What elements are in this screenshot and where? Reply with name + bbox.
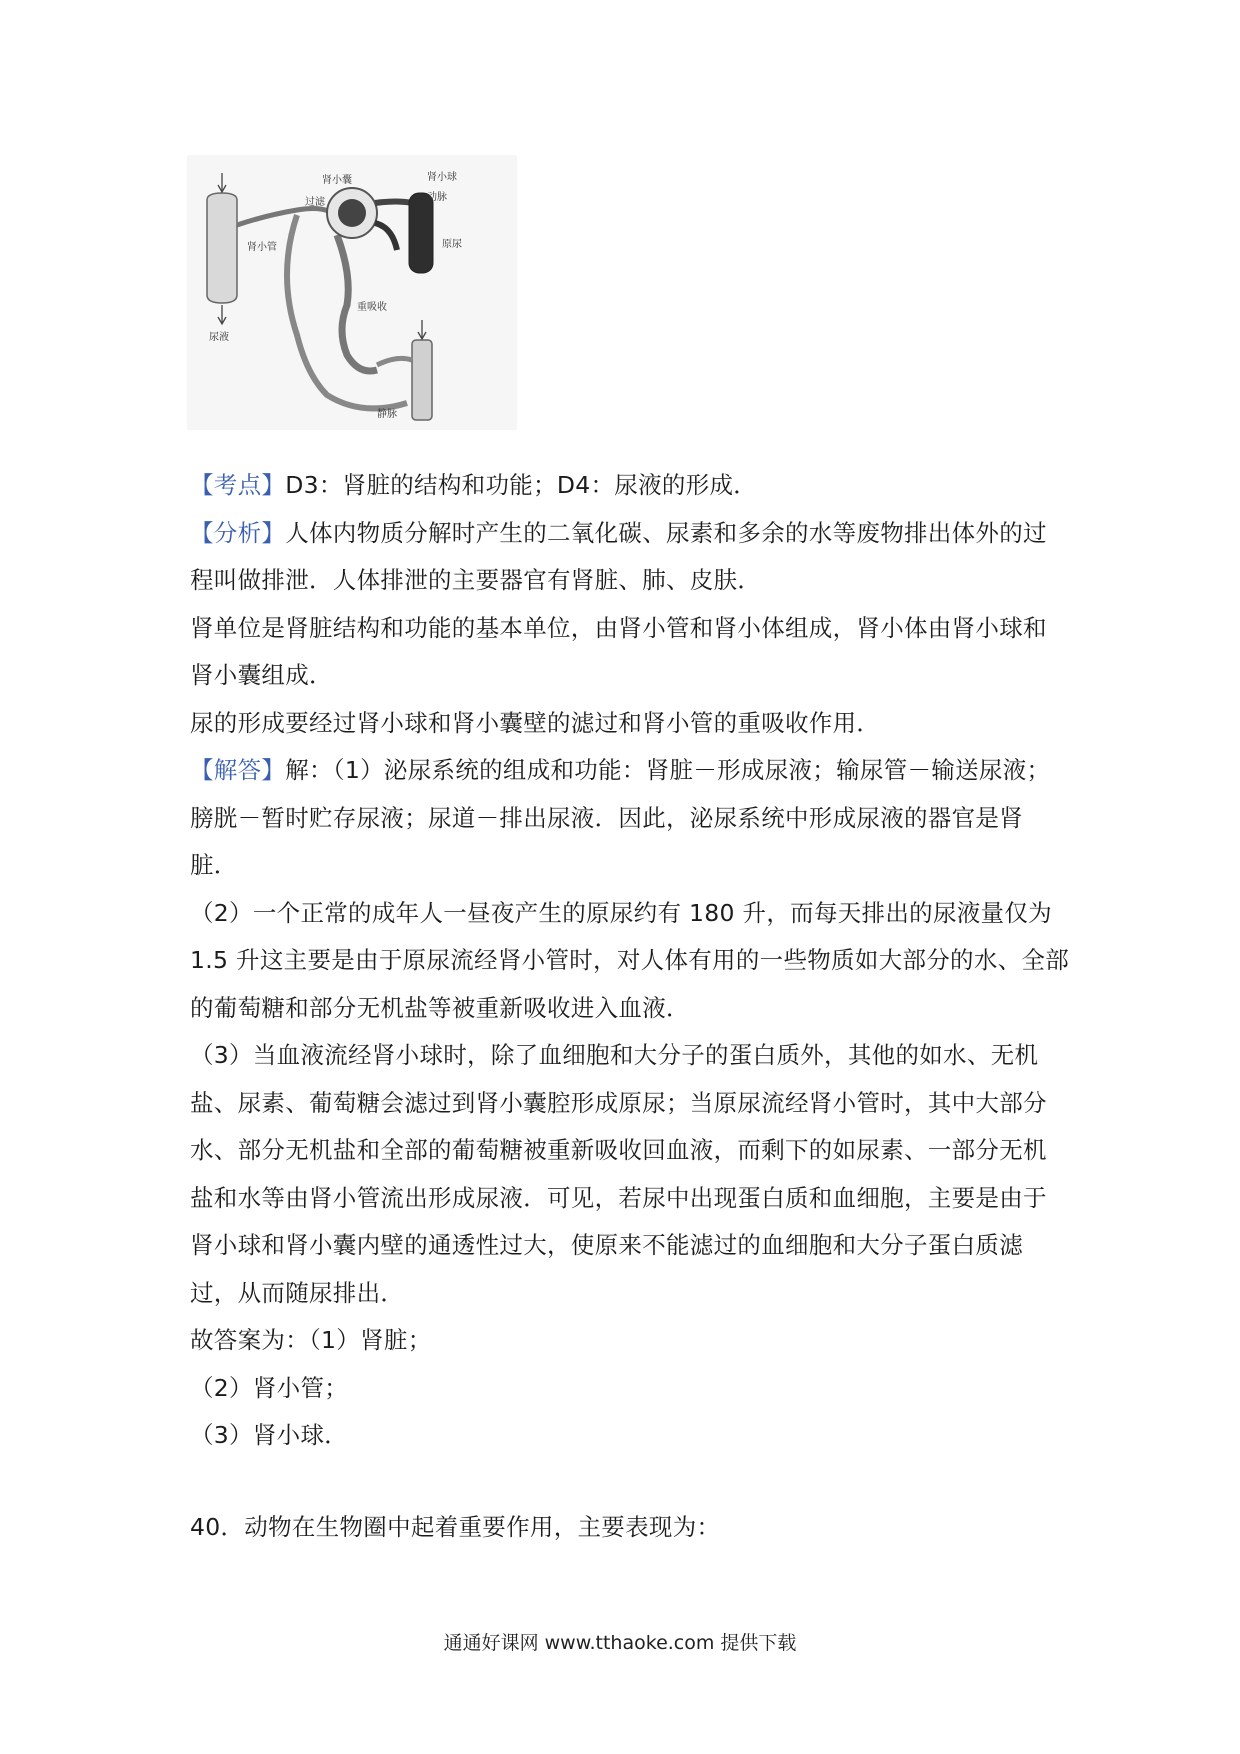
nephron-diagram [187,155,517,430]
page-footer: 通通好课网 www.tthaoke.com 提供下载 [443,1632,797,1654]
fenxi-tag: 【分析】 [190,518,286,547]
question-40: 40．动物在生物圈中起着重要作用，主要表现为： [190,1512,721,1541]
jieda-tag: 【解答】 [190,756,286,784]
jieda-text-1: 解：（1）泌尿系统的组成和功能：肾脏－形成尿液；输尿管－输送尿液；膀胱－暂时贮存尿液；尿道－排出尿液．因此，泌尿系统中形成尿液的器官是肾脏． [190,756,1051,879]
fenxi-text-3: 尿的形成要经过肾小球和肾小囊壁的滤过和肾小管的重吸收作用． [190,708,881,737]
kaodian-text: D3：肾脏的结构和功能；D4：尿液的形成． [285,471,758,499]
label-primary-urine: 原尿 [442,239,462,250]
answer-line-3: （3）肾小球． [190,1421,349,1449]
label-reabsorption: 重吸收 [357,302,387,313]
label-artery: 动脉 [427,192,447,203]
jieda-text-3: （3）当血液流经肾小球时，除了血细胞和大分子的蛋白质外，其他的如水、无机盐、尿素、葡萄糖会滤过到肾小囊腔形成原尿；当原尿流经肾小管时，其中大部分水、部分无机盐和全部的葡萄糖被重新吸收回血液，而剩下的如尿素、一部分无机盐和水等由肾小管流出形成尿液．可见，若尿中出现蛋白质和血细胞，主要是由于肾小球和肾小囊内壁的通透性过大，使原来不能滤过的血细胞和大分子蛋白质滤过，从而随尿排出． [190,1041,1047,1307]
kaodian-paragraph [190,462,1070,510]
answer-line-2: （2）肾小管； [190,1373,349,1402]
label-filtration: 过滤 [305,197,325,208]
label-urine: 尿液 [209,332,229,343]
answer-line-1: 故答案为：（1）肾脏； [190,1326,432,1354]
label-vein: 静脉 [377,409,397,420]
fenxi-paragraph [190,510,1070,605]
fenxi-text-2: 肾单位是肾脏结构和功能的基本单位，由肾小管和肾小体组成，肾小体由肾小球和肾小囊组成． [190,613,1047,689]
kaodian-tag: 【考点】 [190,471,286,499]
jieda-text-2: （2）一个正常的成年人一昼夜产生的原尿约有 180 升，而每天排出的尿液量仅为1.5 升这主要是由于原尿流经肾小管时，对人体有用的一些物质如大部分的水、全部的葡萄糖和部分无机盐等被重新吸收进入血液． [190,898,1070,1022]
document-body [190,462,1070,1551]
fenxi-text-1: 人体内物质分解时产生的二氧化碳、尿素和多余的水等废物排出体外的过程叫做排泄．人体排泄的主要器官有肾脏、肺、皮肤． [190,518,1047,594]
label-glomerulus: 肾小球 [427,172,457,183]
label-tubule: 肾小管 [247,242,277,253]
jieda-paragraph [190,747,1070,890]
label-capsule: 肾小囊 [322,175,352,186]
